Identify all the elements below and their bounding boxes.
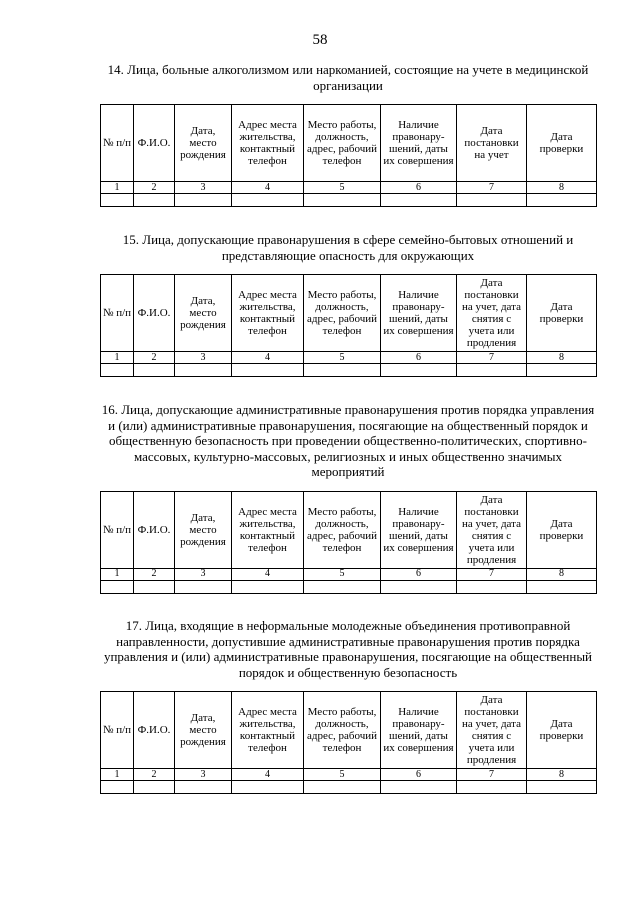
column-number: 3 [175,182,232,194]
empty-cell [134,580,175,593]
empty-cell [381,194,457,207]
column-number: 1 [101,568,134,580]
column-number-row [101,769,597,781]
column-header-offenses: Наличие правонару-шений, даты их совершения [381,275,457,352]
empty-cell [304,781,381,794]
empty-cell [134,194,175,207]
section-title: 15. Лица, допускающие правонарушения в сфере семейно-бытовых отношений и представляющие опасность для окружающих [122,232,574,263]
header-row [101,692,597,769]
column-number: 5 [304,769,381,781]
column-header-workplace: Место работы, должность, адрес, рабочий телефон [304,275,381,352]
column-number: 3 [175,352,232,364]
header-row [101,105,597,182]
empty-cell [175,580,232,593]
empty-cell [304,364,381,377]
column-number: 7 [457,182,527,194]
section-title: 16. Лица, допускающие административные правонарушения против порядка управления и (или) административные правонарушения, посягающие на общественный порядок и общественную безопасность при проведении общественно-политических, спортивно-массовых, культурно-массовых, религиозных и иных общественно значимых мероприятий [101,402,595,479]
register-table [100,274,597,377]
empty-cell [381,364,457,377]
empty-cell [457,364,527,377]
empty-cell [527,781,597,794]
column-number: 4 [232,352,304,364]
column-number: 6 [381,769,457,781]
column-number: 1 [101,352,134,364]
column-number: 6 [381,568,457,580]
empty-cell [134,364,175,377]
column-number: 8 [527,568,597,580]
empty-cell [527,580,597,593]
column-header-workplace: Место работы, должность, адрес, рабочий телефон [304,692,381,769]
column-header-number: № п/п [101,692,134,769]
empty-cell [457,194,527,207]
column-header-name: Ф.И.О. [134,105,175,182]
register-table [100,104,597,207]
column-number: 8 [527,182,597,194]
section-15 [100,232,596,377]
empty-cell [175,194,232,207]
empty-cell [381,580,457,593]
column-header-name: Ф.И.О. [134,491,175,568]
empty-cell [457,781,527,794]
column-number: 5 [304,352,381,364]
column-number: 8 [527,769,597,781]
empty-cell [134,781,175,794]
column-number: 3 [175,568,232,580]
column-number: 2 [134,568,175,580]
empty-cell [101,364,134,377]
empty-cell [232,781,304,794]
column-header-number: № п/п [101,105,134,182]
section-17 [100,618,596,794]
column-header-registration-date: Дата постановки на учет, дата снятия с учета или продления [457,692,527,769]
empty-cell [527,194,597,207]
column-header-number: № п/п [101,491,134,568]
column-header-offenses: Наличие правонару-шений, даты их совершения [381,692,457,769]
empty-cell [101,580,134,593]
column-number: 5 [304,182,381,194]
column-number: 4 [232,769,304,781]
column-header-birth: Дата, место рождения [175,105,232,182]
column-header-address: Адрес места жительства, контактный телефон [232,105,304,182]
column-header-workplace: Место работы, должность, адрес, рабочий телефон [304,105,381,182]
empty-cell [457,580,527,593]
column-header-registration-date: Дата постановки на учет, дата снятия с учета или продления [457,275,527,352]
column-header-check-date: Дата проверки [527,275,597,352]
column-header-name: Ф.И.О. [134,275,175,352]
register-table [100,491,597,594]
page-number: 58 [312,32,328,48]
column-header-birth: Дата, место рождения [175,275,232,352]
empty-cell [304,194,381,207]
column-header-registration-date: Дата постановки на учет [457,105,527,182]
column-number: 7 [457,352,527,364]
column-header-check-date: Дата проверки [527,105,597,182]
empty-cell [232,580,304,593]
column-header-check-date: Дата проверки [527,491,597,568]
column-header-birth: Дата, место рождения [175,692,232,769]
column-number: 2 [134,769,175,781]
empty-cell [304,580,381,593]
column-header-address: Адрес места жительства, контактный телефон [232,491,304,568]
column-number: 6 [381,352,457,364]
column-header-check-date: Дата проверки [527,692,597,769]
empty-cell [232,194,304,207]
empty-data-row [101,580,597,593]
column-number: 7 [457,769,527,781]
empty-cell [381,781,457,794]
empty-cell [527,364,597,377]
empty-data-row [101,364,597,377]
column-header-name: Ф.И.О. [134,692,175,769]
register-table [100,691,597,794]
column-number: 4 [232,182,304,194]
column-number: 2 [134,182,175,194]
empty-cell [175,781,232,794]
empty-data-row [101,194,597,207]
column-header-number: № п/п [101,275,134,352]
section-16 [100,402,596,594]
header-row [101,275,597,352]
column-number-row [101,182,597,194]
column-header-address: Адрес места жительства, контактный телефон [232,275,304,352]
column-number: 5 [304,568,381,580]
section-title: 17. Лица, входящие в неформальные молодежные объединения противоправной направленности, допустившие административные правонарушения против порядка управления и (или) административные правонарушения, посягающие на общественный порядок и общественную безопасность [103,618,593,680]
empty-cell [175,364,232,377]
header-row [101,491,597,568]
column-header-registration-date: Дата постановки на учет, дата снятия с учета или продления [457,491,527,568]
column-number: 8 [527,352,597,364]
column-header-offenses: Наличие правонару-шений, даты их совершения [381,491,457,568]
empty-data-row [101,781,597,794]
column-number: 1 [101,182,134,194]
column-number: 3 [175,769,232,781]
column-number: 2 [134,352,175,364]
column-header-workplace: Место работы, должность, адрес, рабочий телефон [304,491,381,568]
section-14 [100,62,596,207]
column-number-row [101,568,597,580]
empty-cell [101,194,134,207]
column-number-row [101,352,597,364]
column-number: 4 [232,568,304,580]
column-header-address: Адрес места жительства, контактный телефон [232,692,304,769]
empty-cell [232,364,304,377]
column-number: 7 [457,568,527,580]
empty-cell [101,781,134,794]
column-number: 1 [101,769,134,781]
column-header-offenses: Наличие правонару-шений, даты их совершения [381,105,457,182]
column-header-birth: Дата, место рождения [175,491,232,568]
column-number: 6 [381,182,457,194]
section-title: 14. Лица, больные алкоголизмом или наркоманией, состоящие на учете в медицинской организации [107,62,589,93]
